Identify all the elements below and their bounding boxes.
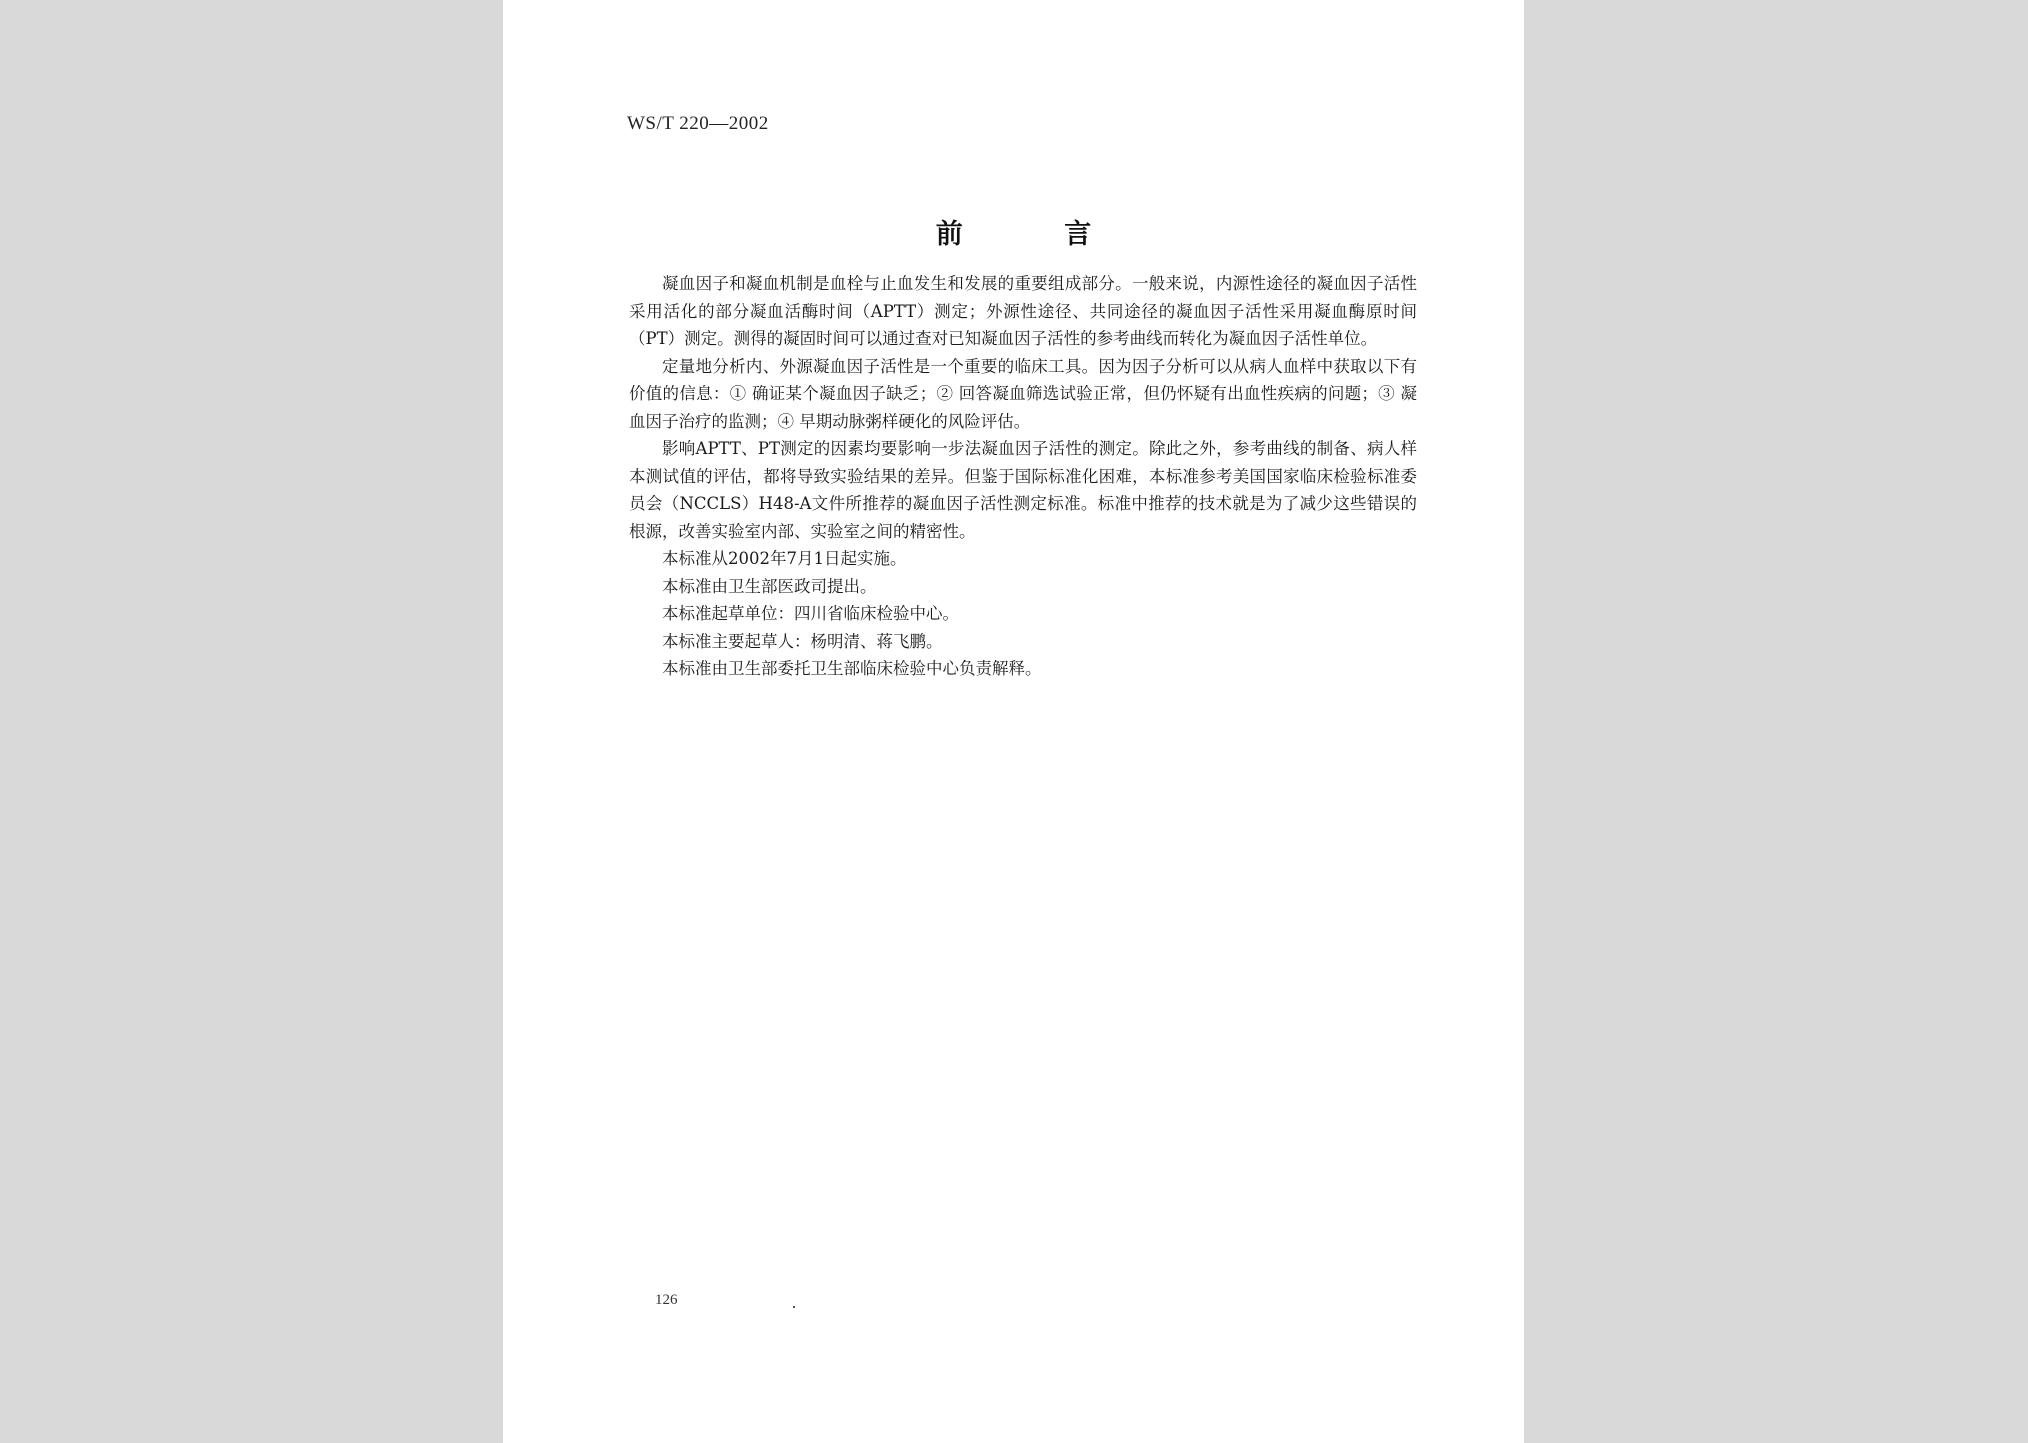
paragraph: 影响APTT、PT测定的因素均要影响一步法凝血因子活性的测定。除此之外，参考曲线的制备、病人样本测试值的评估，都将导致实验结果的差异。但鉴于国际标准化困难，本标准参考美国国家临床检验标准委员会（NCCLS）H48-A文件所推荐的凝血因子活性测定标准。标准中推荐的技术就是为了减少这些错误的根源，改善实验室内部、实验室之间的精密性。	[629, 439, 1417, 541]
paragraph: 本标准由卫生部医政司提出。	[662, 576, 877, 596]
scan-speck	[793, 1306, 795, 1308]
paragraph: 定量地分析内、外源凝血因子活性是一个重要的临床工具。因为因子分析可以从病人血样中获取以下有价值的信息：① 确证某个凝血因子缺乏；② 回答凝血筛选试验正常，但仍怀疑有出血性疾病的问题；③ 凝血因子治疗的监测；④ 早期动脉粥样硬化的风险评估。	[629, 356, 1417, 431]
document-page	[503, 0, 1524, 1443]
standard-code: WS/T 220—2002	[627, 113, 769, 134]
page-number: 126	[655, 1292, 678, 1308]
paragraph: 本标准从2002年7月1日起实施。	[662, 549, 907, 568]
paragraph: 本标准由卫生部委托卫生部临床检验中心负责解释。	[662, 659, 1042, 678]
paragraph: 本标准起草单位：四川省临床检验中心。	[662, 604, 959, 623]
page-title: 前 言	[935, 219, 1138, 250]
paragraph: 本标准主要起草人：杨明清、蒋飞鹏。	[662, 631, 943, 651]
paragraph: 凝血因子和凝血机制是血栓与止血发生和发展的重要组成部分。一般来说，内源性途径的凝血因子活性采用活化的部分凝血活酶时间（APTT）测定；外源性途径、共同途径的凝血因子活性采用凝血酶原时间（PT）测定。测得的凝固时间可以通过查对已知凝血因子活性的参考曲线而转化为凝血因子活性单位。	[629, 274, 1417, 348]
preface-body	[629, 270, 1417, 683]
